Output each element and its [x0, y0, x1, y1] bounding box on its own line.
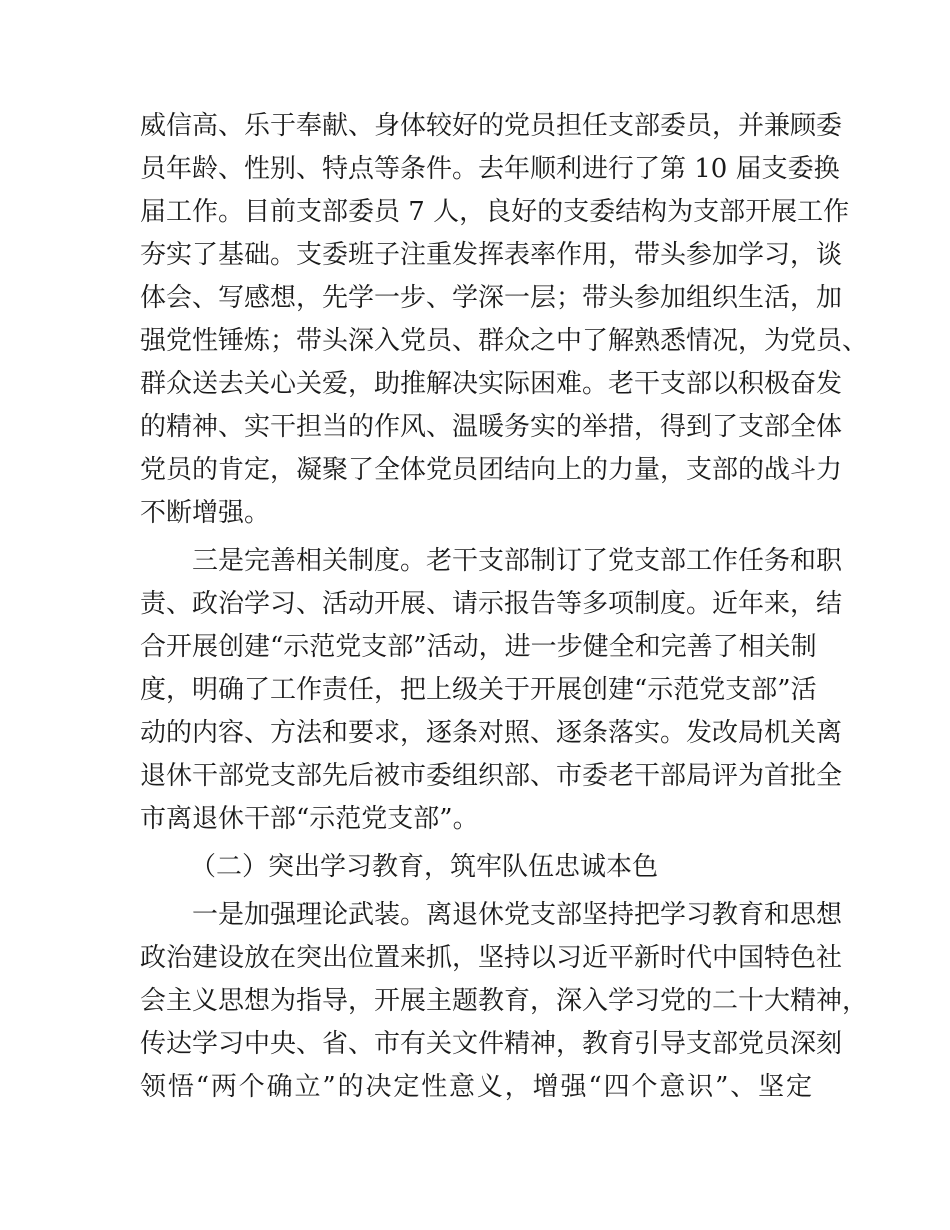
text-line: 威信高、乐于奉献、身体较好的党员担任支部委员，并兼顾委 [140, 111, 843, 141]
paragraph-first-line: 三是完善相关制度。老干支部制订了党支部工作任务和职 [192, 546, 843, 576]
section-heading: （二）突出学习教育，筑牢队伍忠诚本色 [190, 852, 659, 882]
text-line: 会主义思想为指导，开展主题教育，深入学习党的二十大精神， [140, 986, 869, 1016]
text-line: 责、政治学习、活动开展、请示报告等多项制度。近年来，结 [140, 589, 843, 619]
text-line: 度，明确了工作责任，把上级关于开展创建“示范党支部”活 [140, 675, 817, 705]
text-line: 届工作。目前支部委员 7 人，良好的支委结构为支部开展工作 [140, 197, 850, 227]
text-line: 强党性锤炼；带头深入党员、群众之中了解熟悉情况，为党员、 [140, 326, 869, 356]
text-line: 退休干部党支部先后被市委组织部、市委老干部局评为首批全 [140, 761, 843, 791]
text-line: 党员的肯定，凝聚了全体党员团结向上的力量，支部的战斗力 [140, 455, 843, 485]
text-line: 合开展创建“示范党支部”活动，进一步健全和完善了相关制 [140, 632, 817, 662]
text-line: 的精神、实干担当的作风、温暖务实的举措，得到了支部全体 [140, 412, 843, 442]
paragraph-first-line: 一是加强理论武装。离退休党支部坚持把学习教育和思想 [192, 900, 843, 930]
text-line: 领悟“两个确立”的决定性意义，增强“四个意识”、坚定 [140, 1072, 812, 1102]
text-line: 不断增强。 [140, 498, 271, 528]
text-line: 政治建设放在突出位置来抓，坚持以习近平新时代中国特色社 [140, 943, 843, 973]
text-line: 动的内容、方法和要求，逐条对照、逐条落实。发改局机关离 [140, 718, 843, 748]
text-line: 员年龄、性别、特点等条件。去年顺利进行了第 10 届支委换 [140, 154, 840, 184]
text-line: 体会、写感想，先学一步、学深一层；带头参加组织生活，加 [140, 283, 843, 313]
text-line: 传达学习中央、省、市有关文件精神，教育引导支部党员深刻 [140, 1029, 843, 1059]
text-line: 群众送去关心关爱，助推解决实际困难。老干支部以积极奋发 [140, 369, 843, 399]
text-line: 夯实了基础。支委班子注重发挥表率作用，带头参加学习，谈 [140, 240, 843, 270]
text-line: 市离退休干部“示范党支部”。 [140, 804, 479, 834]
